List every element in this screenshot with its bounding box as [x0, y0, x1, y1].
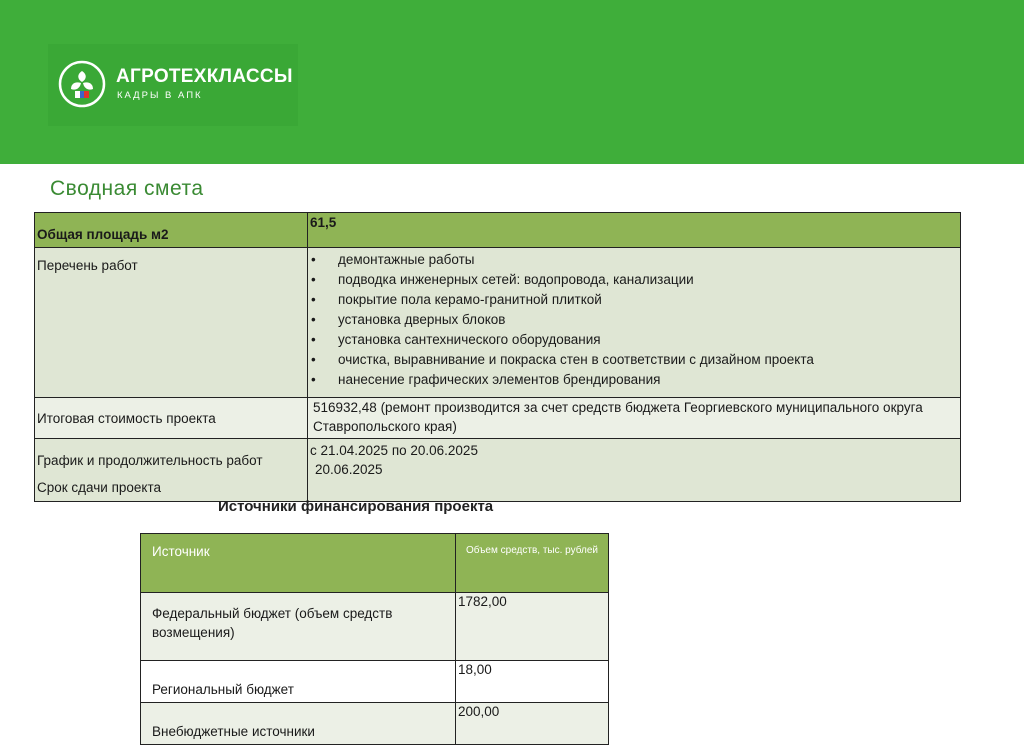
schedule-values [308, 439, 961, 502]
amount-cell: 1782,00 [456, 593, 609, 661]
brand-tagline: КАДРЫ В АПК [117, 90, 203, 101]
brand-name: АГРОТЕХКЛАССЫ [116, 66, 293, 87]
funding-table [140, 533, 609, 745]
source-cell: Региональный бюджет [141, 661, 456, 703]
funding-title: Источники финансирования проекта [218, 498, 494, 515]
wheat-leaf-logo-icon [58, 60, 106, 108]
source-cell: Федеральный бюджет (объем средств возмещения) [141, 593, 456, 661]
list-item: • демонтажные работы [310, 250, 960, 270]
works-list [310, 250, 960, 390]
works-cell [308, 248, 961, 398]
list-item: • подводка инженерных сетей: водопровода, канализации [310, 270, 960, 290]
deadline-value: 20.06.2025 [315, 462, 383, 477]
cost-label: Итоговая стоимость проекта [35, 398, 308, 439]
table-row [141, 703, 609, 745]
schedule-value: с 21.04.2025 по 20.06.2025 [310, 443, 478, 458]
cost-value: 516932,48 (ремонт производится за счет средств бюджета Георгиевского муниципального округа Ставропольского края) [308, 398, 961, 439]
table-row [141, 661, 609, 703]
header-banner [0, 0, 1024, 164]
source-cell: Внебюджетные источники [141, 703, 456, 745]
column-header-amount: Объем средств, тыс. рублей [456, 534, 609, 593]
table-row [35, 439, 961, 502]
deadline-label: Срок сдачи проекта [37, 480, 162, 495]
table-row [35, 213, 961, 248]
list-item: • нанесение графических элементов брендирования [310, 370, 960, 390]
area-label: Общая площадь м2 [35, 213, 308, 248]
summary-table [34, 212, 961, 502]
table-row [35, 398, 961, 439]
list-item: • покрытие пола керамо-гранитной плиткой [310, 290, 960, 310]
area-value: 61,5 [308, 213, 961, 248]
schedule-label: График и продолжительность работ [37, 453, 263, 468]
page-title: Сводная смета [50, 177, 204, 200]
table-header-row [141, 534, 609, 593]
works-label: Перечень работ [35, 248, 308, 398]
table-row [141, 593, 609, 661]
amount-cell: 200,00 [456, 703, 609, 745]
column-header-source: Источник [141, 534, 456, 593]
list-item: • установка сантехнического оборудования [310, 330, 960, 350]
amount-cell: 18,00 [456, 661, 609, 703]
list-item: • очистка, выравнивание и покраска стен в соответствии с дизайном проекта [310, 350, 960, 370]
table-row [35, 248, 961, 398]
schedule-cell [35, 439, 308, 502]
list-item: • установка дверных блоков [310, 310, 960, 330]
brand-logo [48, 44, 298, 126]
